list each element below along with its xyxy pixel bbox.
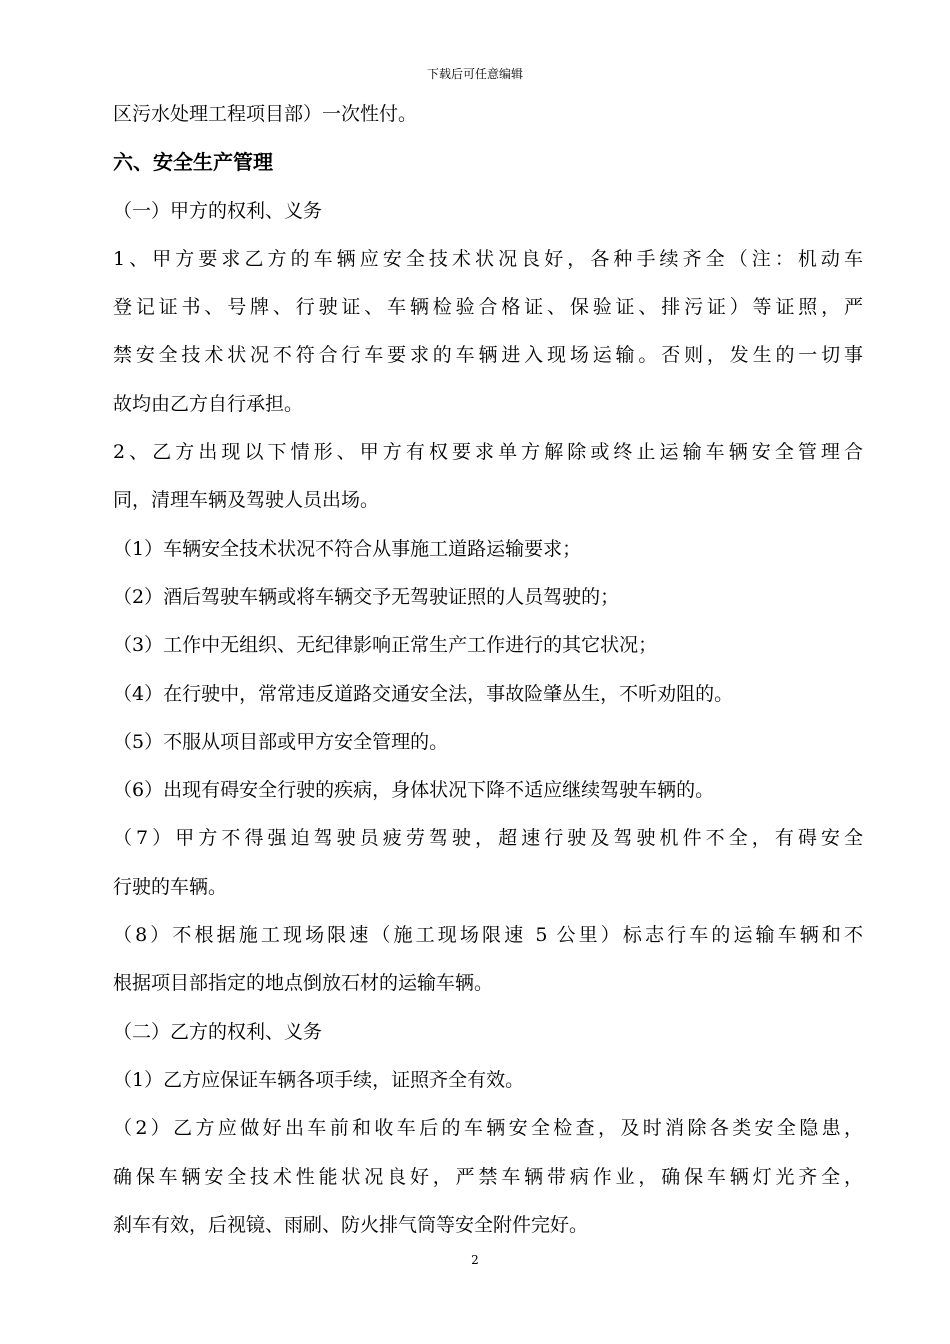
body-line: 刹车有效，后视镜、雨刷、防火排气筒等安全附件完好。	[113, 1213, 589, 1236]
list-item: （7）甲方不得强迫驾驶员疲劳驾驶，超速行驶及驾驶机件不全，有碍安全	[113, 827, 863, 850]
list-item: （8）不根据施工现场限速（施工现场限速 5 公里）标志行车的运输车辆和不	[113, 924, 863, 947]
list-item: （2）乙方应做好出车前和收车后的车辆安全检查，及时消除各类安全隐患，	[113, 1117, 863, 1140]
body-line: 区污水处理工程项目部）一次性付。	[113, 103, 418, 125]
list-item: （3）工作中无组织、无纪律影响正常生产工作进行的其它状况；	[113, 634, 658, 657]
document-body	[113, 90, 863, 1249]
list-item: （1）乙方应保证车辆各项手续，证照齐全有效。	[113, 1068, 525, 1091]
list-item: （6）出现有碍安全行驶的疾病，身体状况下降不适应继续驾驶车辆的。	[113, 779, 715, 802]
list-item: （5）不服从项目部或甲方安全管理的。	[113, 730, 449, 753]
body-line: 根据项目部指定的地点倒放石材的运输车辆。	[113, 972, 494, 995]
body-line: 登记证书、号牌、行驶证、车辆检验合格证、保验证、排污证）等证照，严	[113, 296, 863, 319]
page-header: 下载后可任意编辑	[426, 67, 523, 81]
subsection-heading: （二）乙方的权利、义务	[113, 1020, 323, 1043]
section-heading: 六、安全生产管理	[113, 150, 273, 175]
body-line: 故均由乙方自行承担。	[113, 392, 304, 415]
body-line: 行驶的车辆。	[113, 875, 228, 898]
body-line: 同，清理车辆及驾驶人员出场。	[113, 489, 380, 512]
list-item: （1）车辆安全技术状况不符合从事施工道路运输要求；	[113, 537, 582, 560]
list-item: （2）酒后驾驶车辆或将车辆交予无驾驶证照的人员驾驶的；	[113, 585, 620, 608]
body-line: 确保车辆安全技术性能状况良好，严禁车辆带病作业，确保车辆灯光齐全，	[113, 1165, 863, 1188]
body-line: 禁安全技术状况不符合行车要求的车辆进入现场运输。否则，发生的一切事	[113, 344, 863, 367]
list-item: （4）在行驶中，常常违反道路交通安全法，事故险肇丛生，不听劝阻的。	[113, 682, 734, 705]
page-number: 2	[471, 1253, 479, 1267]
subsection-heading: （一）甲方的权利、义务	[113, 199, 323, 222]
body-line: 2、乙方出现以下情形、甲方有权要求单方解除或终止运输车辆安全管理合	[113, 441, 863, 464]
body-line: 1、甲方要求乙方的车辆应安全技术状况良好，各种手续齐全（注：机动车	[113, 247, 863, 270]
